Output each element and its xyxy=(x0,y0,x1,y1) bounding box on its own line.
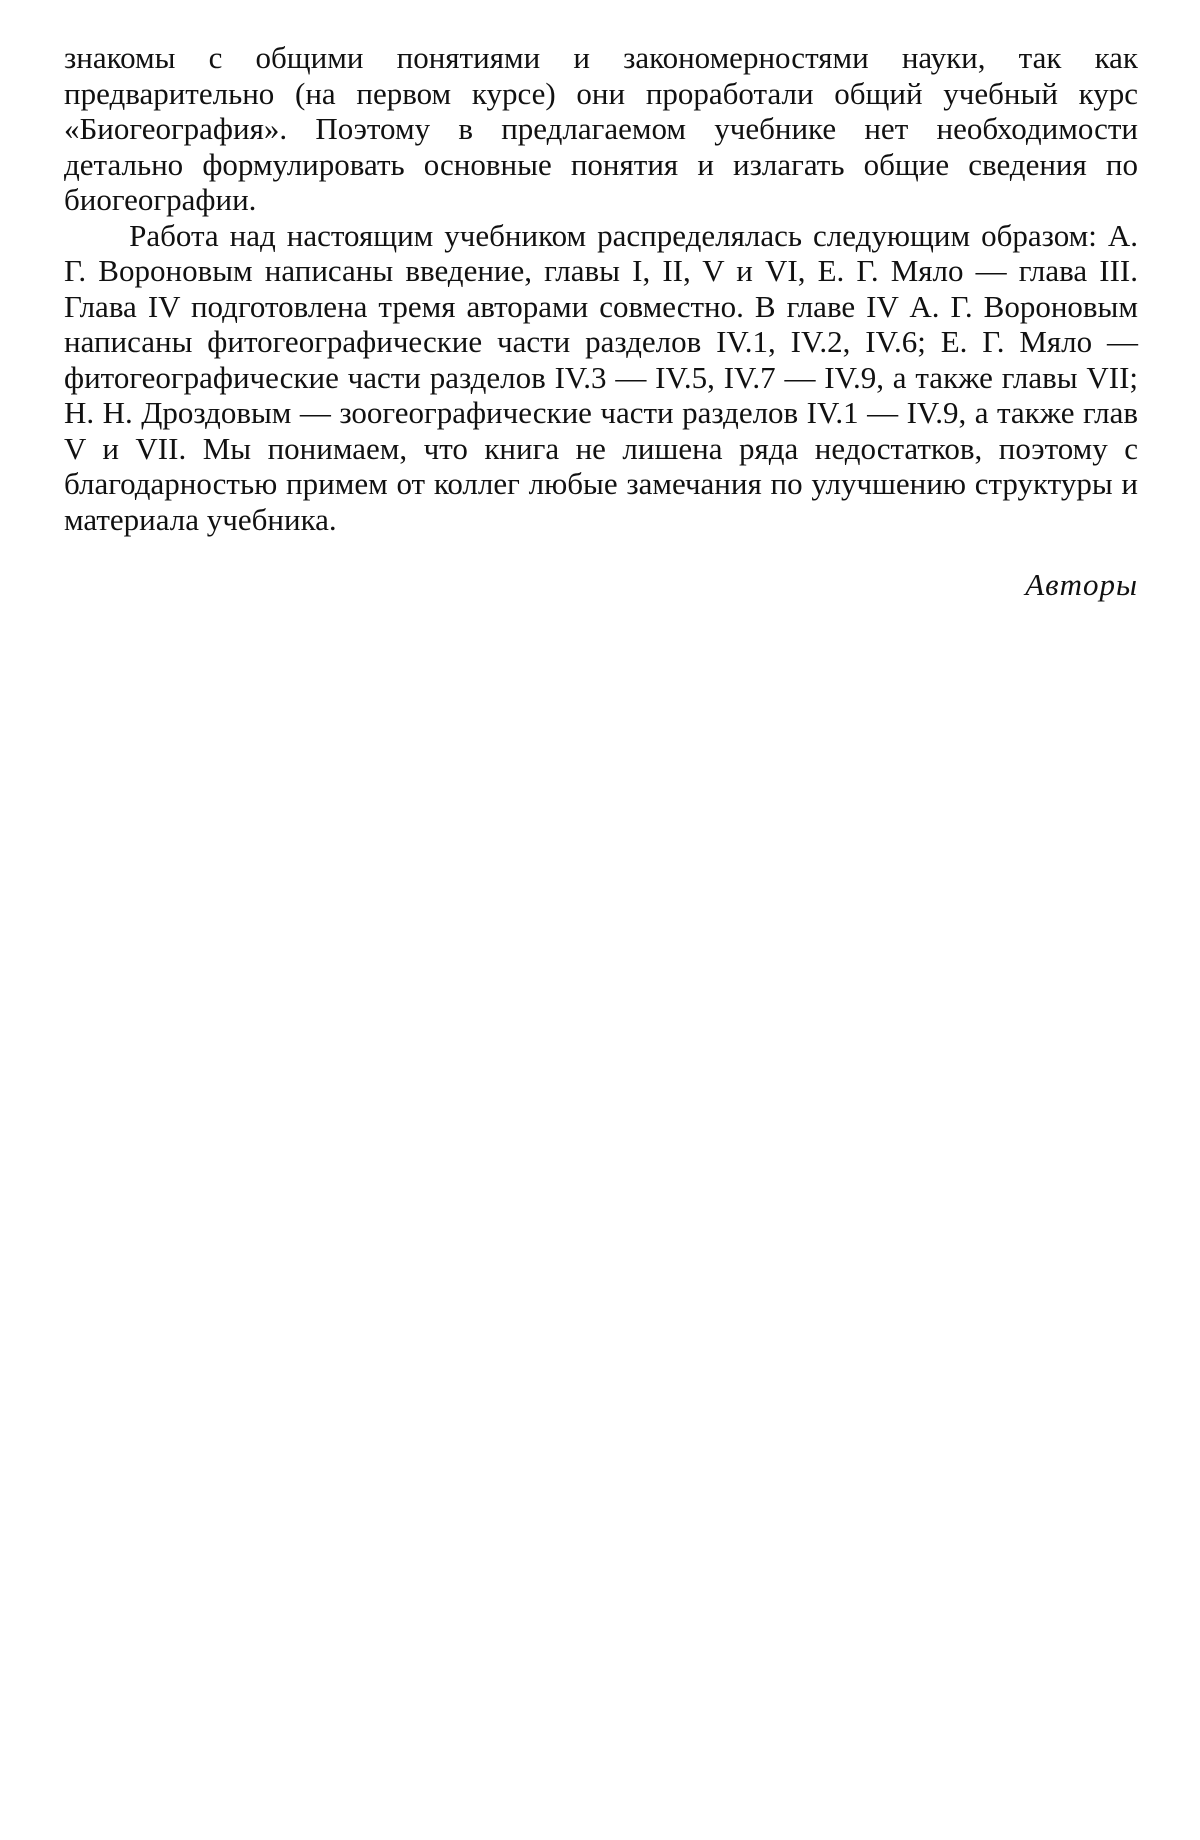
signature-authors: Авторы xyxy=(1025,567,1138,602)
paragraph-authors-contribution: Работа над настоящим учебником распределялась следующим образом: А. Г. Вороновым написаны введение, главы I, II, V и VI, Е. Г. Мяло — глава III. Глава IV подготовлена тремя авторами совместно. В главе IV А. Г. Вороновым написаны фитогеографические части разделов IV.1, IV.2, IV.6; Е. Г. Мяло — фитогеографические части разделов IV.3 — IV.5, IV.7 — IV.9, а также главы VII; Н. Н. Дроздовым — зоогеографические части разделов IV.1 — IV.9, а также глав V и VII. Мы понимаем, что книга не лишена ряда недостатков, поэтому с благодарностью примем от коллег любые замечания по улучшению структуры и материала учебника. xyxy=(64,217,1138,537)
document-page xyxy=(64,40,1138,603)
paragraph-continuation: знакомы с общими понятиями и закономерностями науки, так как предварительно (на первом курсе) они проработали общий учебный курс «Биогеография». Поэтому в предлагаемом учебнике нет необходимости детально формулировать основные понятия и излагать общие сведения по биогеографии. xyxy=(64,40,1138,217)
